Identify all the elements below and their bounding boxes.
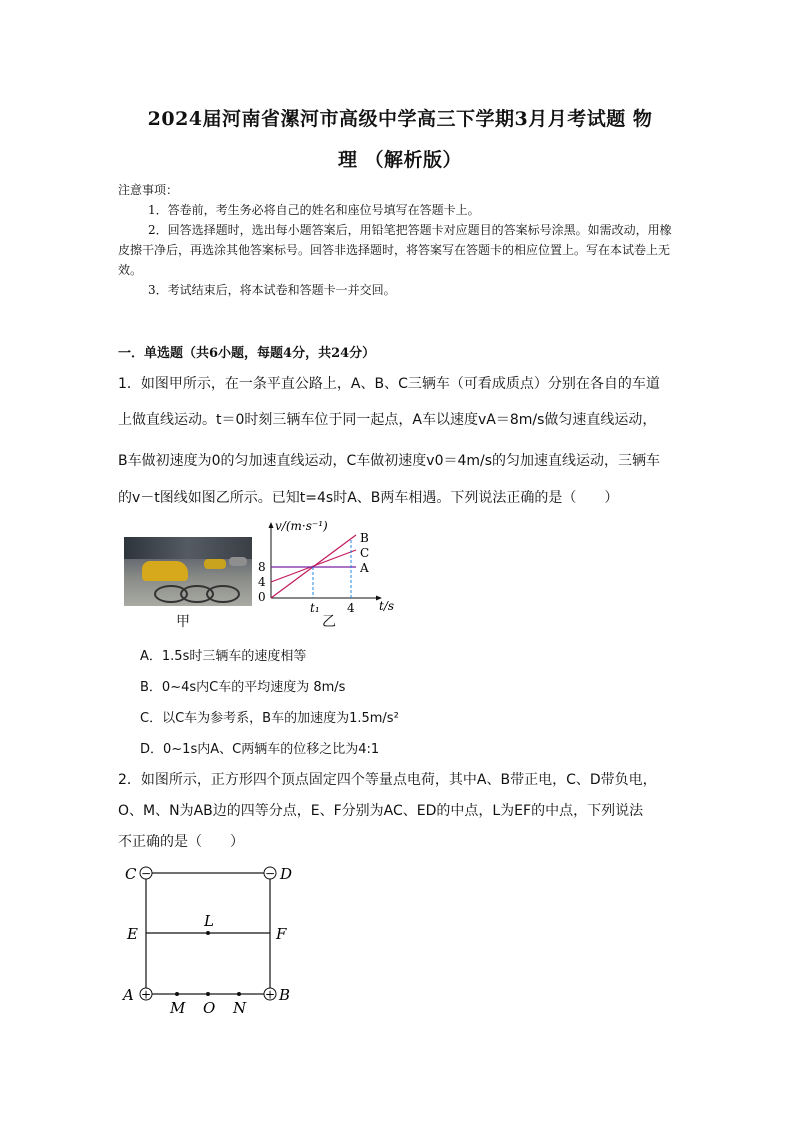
series-label-c: C bbox=[360, 546, 370, 560]
q1-option-b: B．0~4s内C车的平均速度为 8m/s bbox=[140, 680, 346, 695]
series-label-b: B bbox=[360, 531, 369, 545]
ytick-8: 8 bbox=[258, 560, 266, 574]
q1-line2: 上做直线运动。t＝0时刻三辆车位于同一起点，A车以速度vA＝8m/s做匀速直线运动， bbox=[118, 412, 657, 428]
label-l: L bbox=[204, 912, 214, 930]
notes-item-3: 3．考试结束后，将本试卷和答题卡一并交回。 bbox=[148, 283, 396, 297]
svg-text:+: + bbox=[264, 987, 276, 1002]
label-o: O bbox=[203, 999, 216, 1017]
graph-ylabel: v/(m·s⁻¹) bbox=[275, 519, 328, 533]
label-c: C bbox=[125, 865, 137, 883]
page-title-line1: 2024届河南省漯河市高级中学高三下学期3月月考试题 物 bbox=[147, 108, 653, 130]
series-label-a: A bbox=[360, 561, 369, 575]
label-a: A bbox=[123, 986, 134, 1004]
q1-line4: 的v－t图线如图乙所示。已知t=4s时A、B两车相遇。下列说法正确的是（ ） bbox=[118, 490, 619, 506]
charge-d bbox=[264, 867, 276, 881]
ytick-4: 4 bbox=[258, 575, 266, 589]
svg-text:−: − bbox=[264, 866, 276, 881]
charge-a bbox=[140, 988, 152, 1002]
q1-option-a: A．1.5s时三辆车的速度相等 bbox=[140, 649, 307, 664]
caption-yi: 乙 bbox=[322, 614, 336, 630]
q2-line1: 2．如图所示，正方形四个顶点固定四个等量点电荷，其中A、B带正电，C、D带负电， bbox=[118, 772, 657, 788]
xtick-t1: t₁ bbox=[310, 601, 320, 615]
graph-xlabel: t/s bbox=[379, 599, 395, 613]
page-title-line2: 理 （解析版） bbox=[337, 149, 463, 171]
notes-item-2: 2．回答选择题时，选出每小题答案后，用铅笔把答题卡对应题目的答案标号涂黑。如需改动，用橡皮擦干净后，再选涂其他答案标号。回答非选择题时，将答案写在答题卡的相应位置上。写在本试卷上无效。 bbox=[118, 223, 672, 277]
q1-line3: B车做初速度为0的匀加速直线运动，C车做初速度v0＝4m/s的匀加速直线运动，三辆车 bbox=[118, 453, 661, 469]
q2-line3: 不正确的是（ ） bbox=[118, 834, 244, 850]
svg-text:+: + bbox=[140, 987, 152, 1002]
notes-heading: 注意事项： bbox=[118, 183, 179, 197]
label-b: B bbox=[279, 986, 291, 1004]
q1-line1: 1．如图甲所示，在一条平直公路上，A、B、C三辆车（可看成质点）分别在各自的车道 bbox=[118, 376, 660, 392]
taxi-photo bbox=[124, 537, 252, 606]
q2-line2: O、M、N为AB边的四等分点，E、F分别为AC、ED的中点，L为EF的中点，下列说法 bbox=[118, 803, 644, 819]
label-f: F bbox=[276, 925, 287, 943]
label-m: M bbox=[170, 999, 186, 1017]
xtick-4: 4 bbox=[347, 601, 355, 615]
label-e: E bbox=[127, 925, 138, 943]
caption-jia: 甲 bbox=[176, 614, 190, 630]
point-l bbox=[206, 931, 210, 935]
charge-b bbox=[264, 988, 276, 1002]
ytick-0: 0 bbox=[258, 590, 266, 604]
q1-option-c: C．以C车为参考系，B车的加速度为1.5m/s² bbox=[140, 711, 399, 726]
point-o bbox=[206, 992, 210, 996]
charge-square-diagram bbox=[118, 860, 308, 1020]
label-n: N bbox=[233, 999, 247, 1017]
point-m bbox=[175, 992, 179, 996]
point-n bbox=[237, 992, 241, 996]
charge-c bbox=[140, 867, 152, 881]
notes-item-1: 1．答卷前，考生务必将自己的姓名和座位号填写在答题卡上。 bbox=[148, 203, 480, 217]
section-heading: 一．单选题（共6小题，每题4分，共24分） bbox=[118, 346, 376, 361]
svg-text:−: − bbox=[140, 866, 152, 881]
vt-graph bbox=[252, 518, 402, 618]
label-d: D bbox=[280, 865, 293, 883]
q1-option-d: D．0~1s内A、C两辆车的位移之比为4:1 bbox=[140, 742, 380, 757]
notes-block bbox=[118, 180, 678, 300]
